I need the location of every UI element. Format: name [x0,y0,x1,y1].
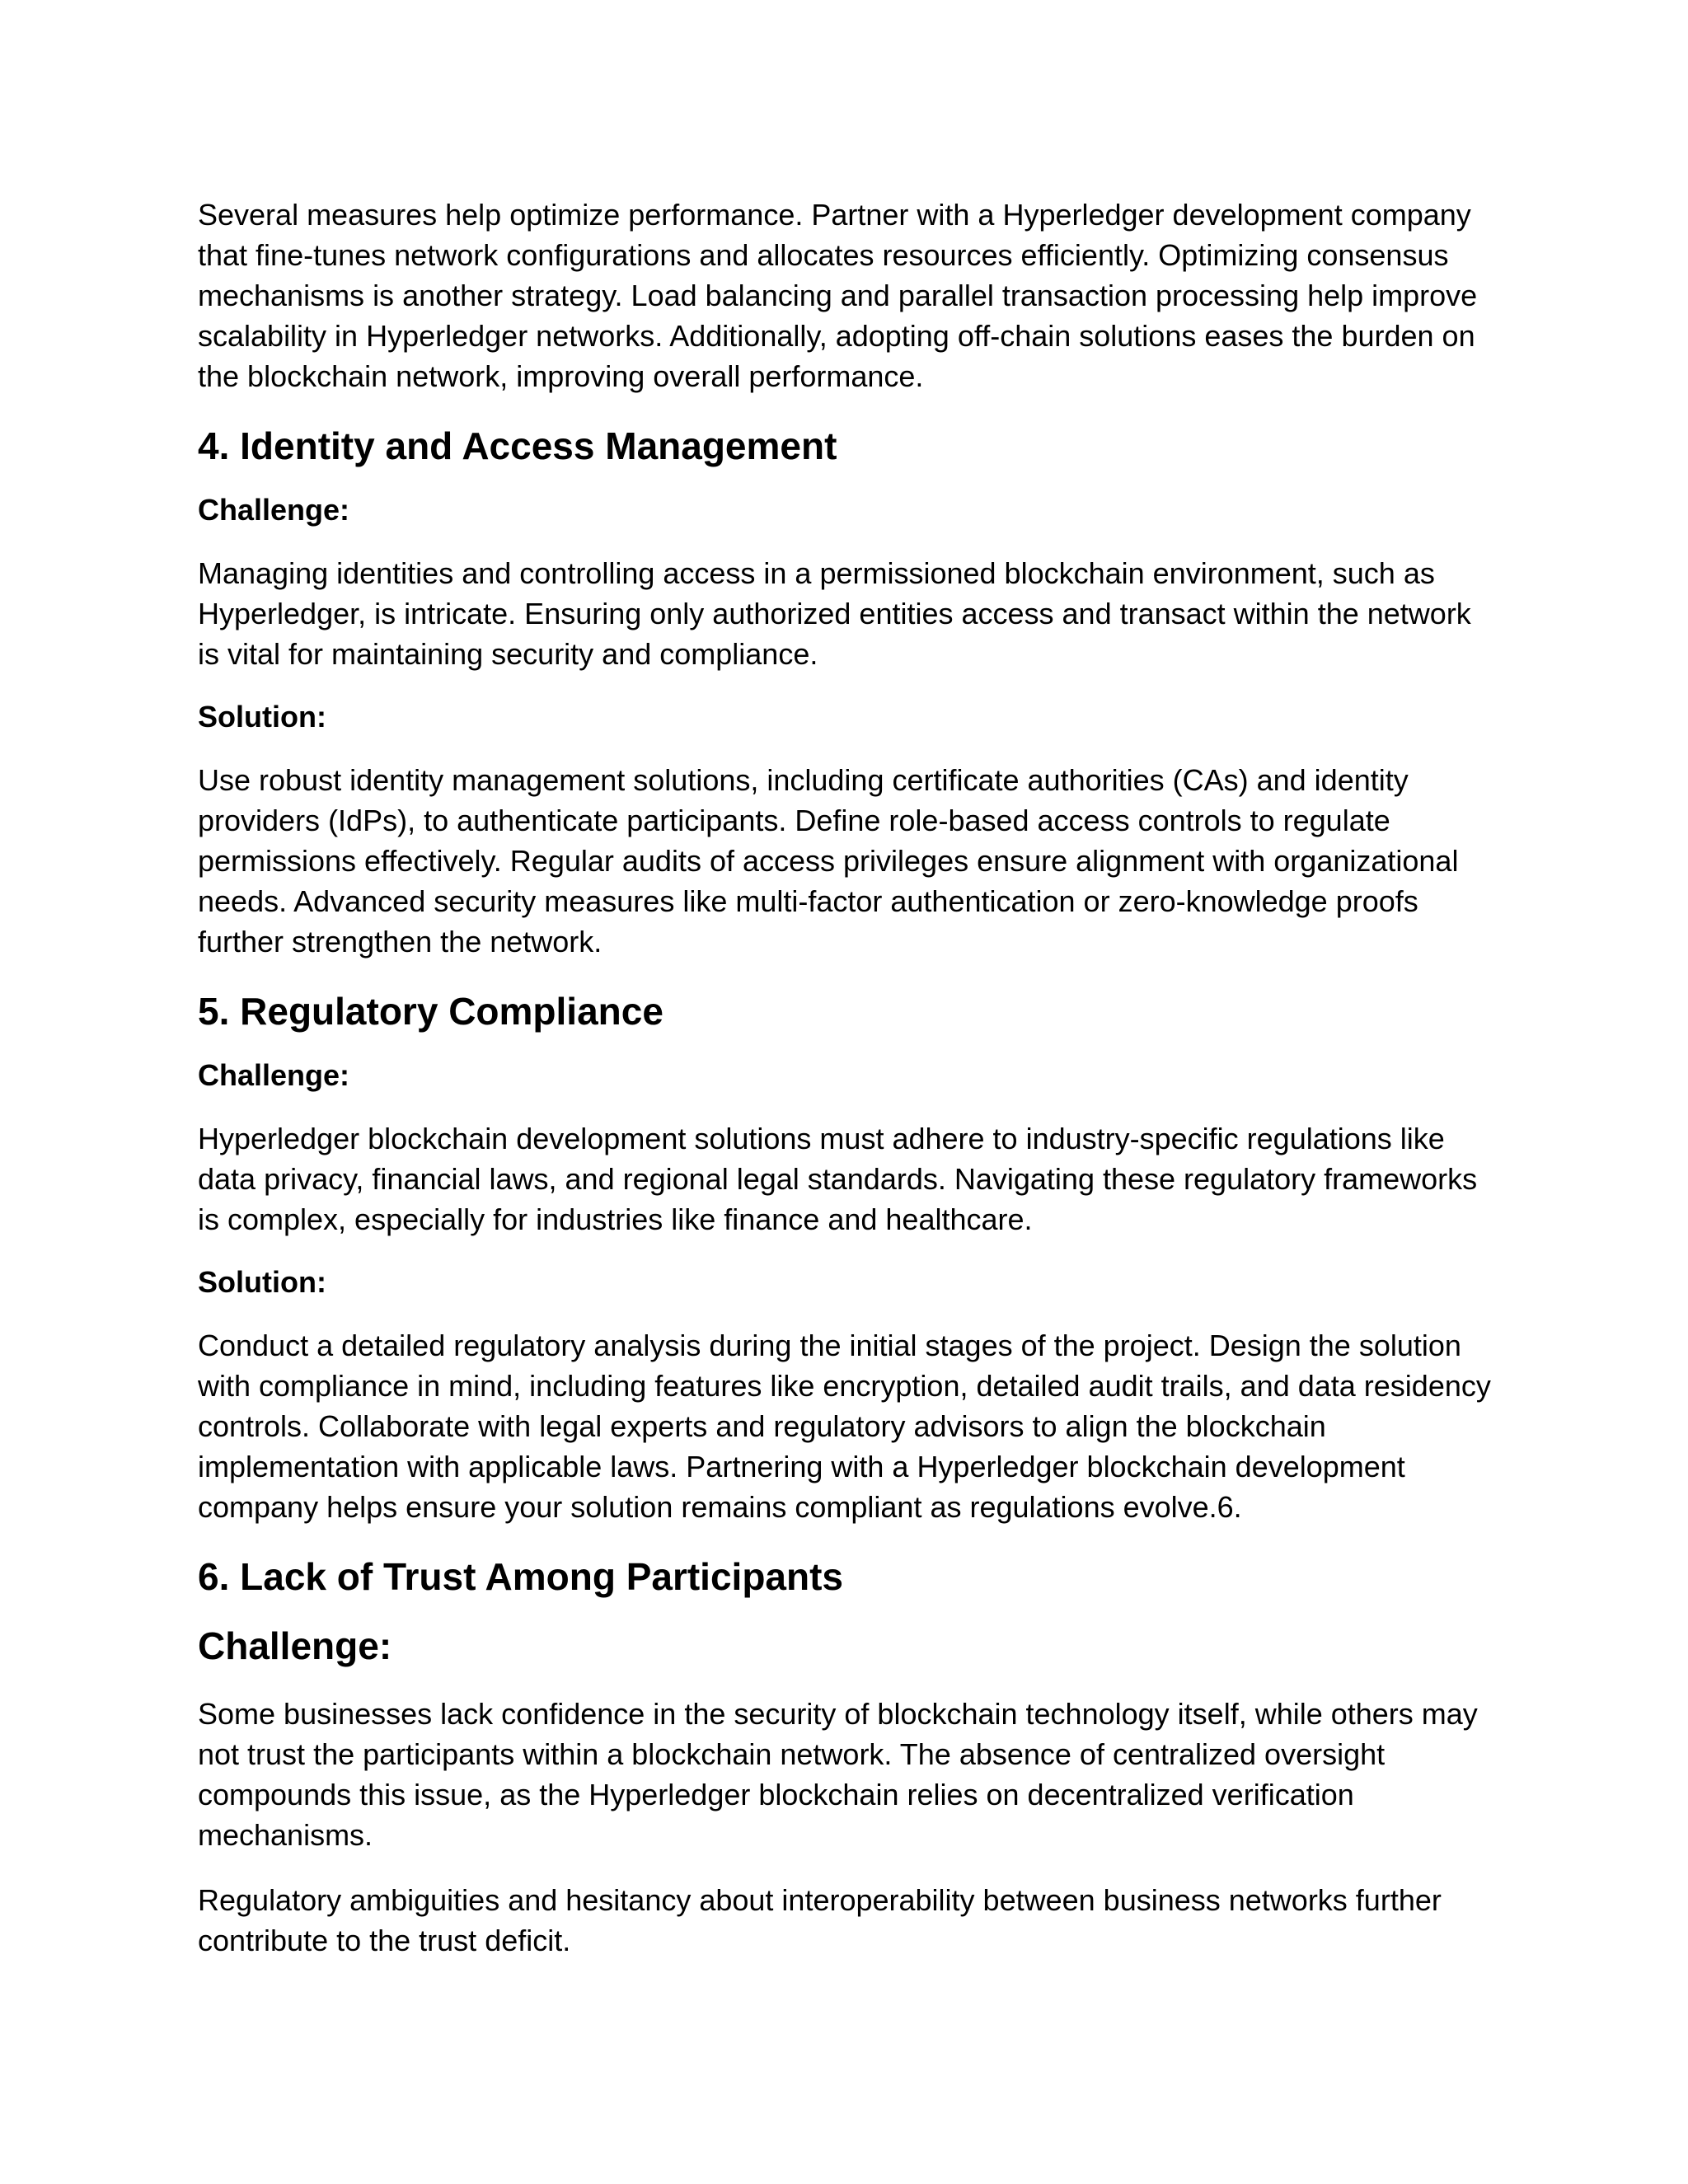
section-heading: 5. Regulatory Compliance [198,990,663,1033]
challenge-paragraph: Regulatory ambiguities and hesitancy about interoperability between business networks further contribute to the trust deficit. [198,1883,1442,1957]
challenge-label: Challenge: [198,1058,350,1092]
solution-label: Solution: [198,700,326,733]
solution-paragraph: Use robust identity management solutions, including certificate authorities (CAs) and identity providers (IdPs), to authenticate participants. Define role-based access controls to regulate permissions effectively. Regular audits of access privileges ensure alignment with organizational needs. Advanced security measures like multi-factor authentication or zero-knowledge proofs further strengthen the network. [198,763,1459,958]
challenge-label: Challenge: [198,493,350,527]
section-identity-access [198,423,1500,962]
section-regulatory-compliance [198,988,1500,1527]
solution-paragraph: Conduct a detailed regulatory analysis during the initial stages of the project. Design the solution with compliance in mind, including features like encryption, detailed audit trails, and data residency controls. Collaborate with legal experts and regulatory advisors to align the blockchain implementation with applicable laws. Partnering with a Hyperledger blockchain development company helps ensure your solution remains compliant as regulations evolve.6. [198,1329,1491,1524]
intro-paragraph: Several measures help optimize performance. Partner with a Hyperledger development company that fine-tunes network configurations and allocates resources efficiently. Optimizing consensus mechanisms is another strategy. Load balancing and parallel transaction processing help improve scalability in Hyperledger networks. Additionally, adopting off-chain solutions eases the burden on the blockchain network, improving overall performance. [198,198,1478,393]
document-page [198,194,1500,1985]
section-heading: 4. Identity and Access Management [198,424,837,467]
challenge-heading: Challenge: [198,1624,392,1667]
section-heading: 6. Lack of Trust Among Participants [198,1555,844,1598]
section-lack-of-trust [198,1554,1500,1961]
challenge-paragraph: Hyperledger blockchain development solutions must adhere to industry-specific regulations like data privacy, financial laws, and regional legal standards. Navigating these regulatory frameworks is complex, especially for industries like finance and healthcare. [198,1122,1478,1236]
solution-label: Solution: [198,1265,326,1299]
challenge-paragraph: Some businesses lack confidence in the security of blockchain technology itself, while others may not trust the participants within a blockchain network. The absence of centralized oversight compounds this issue, as the Hyperledger blockchain relies on decentralized verification mechanisms. [198,1697,1478,1852]
challenge-paragraph: Managing identities and controlling access in a permissioned blockchain environment, such as Hyperledger, is intricate. Ensuring only authorized entities access and transact within the network is vital for maintaining security and compliance. [198,556,1471,671]
